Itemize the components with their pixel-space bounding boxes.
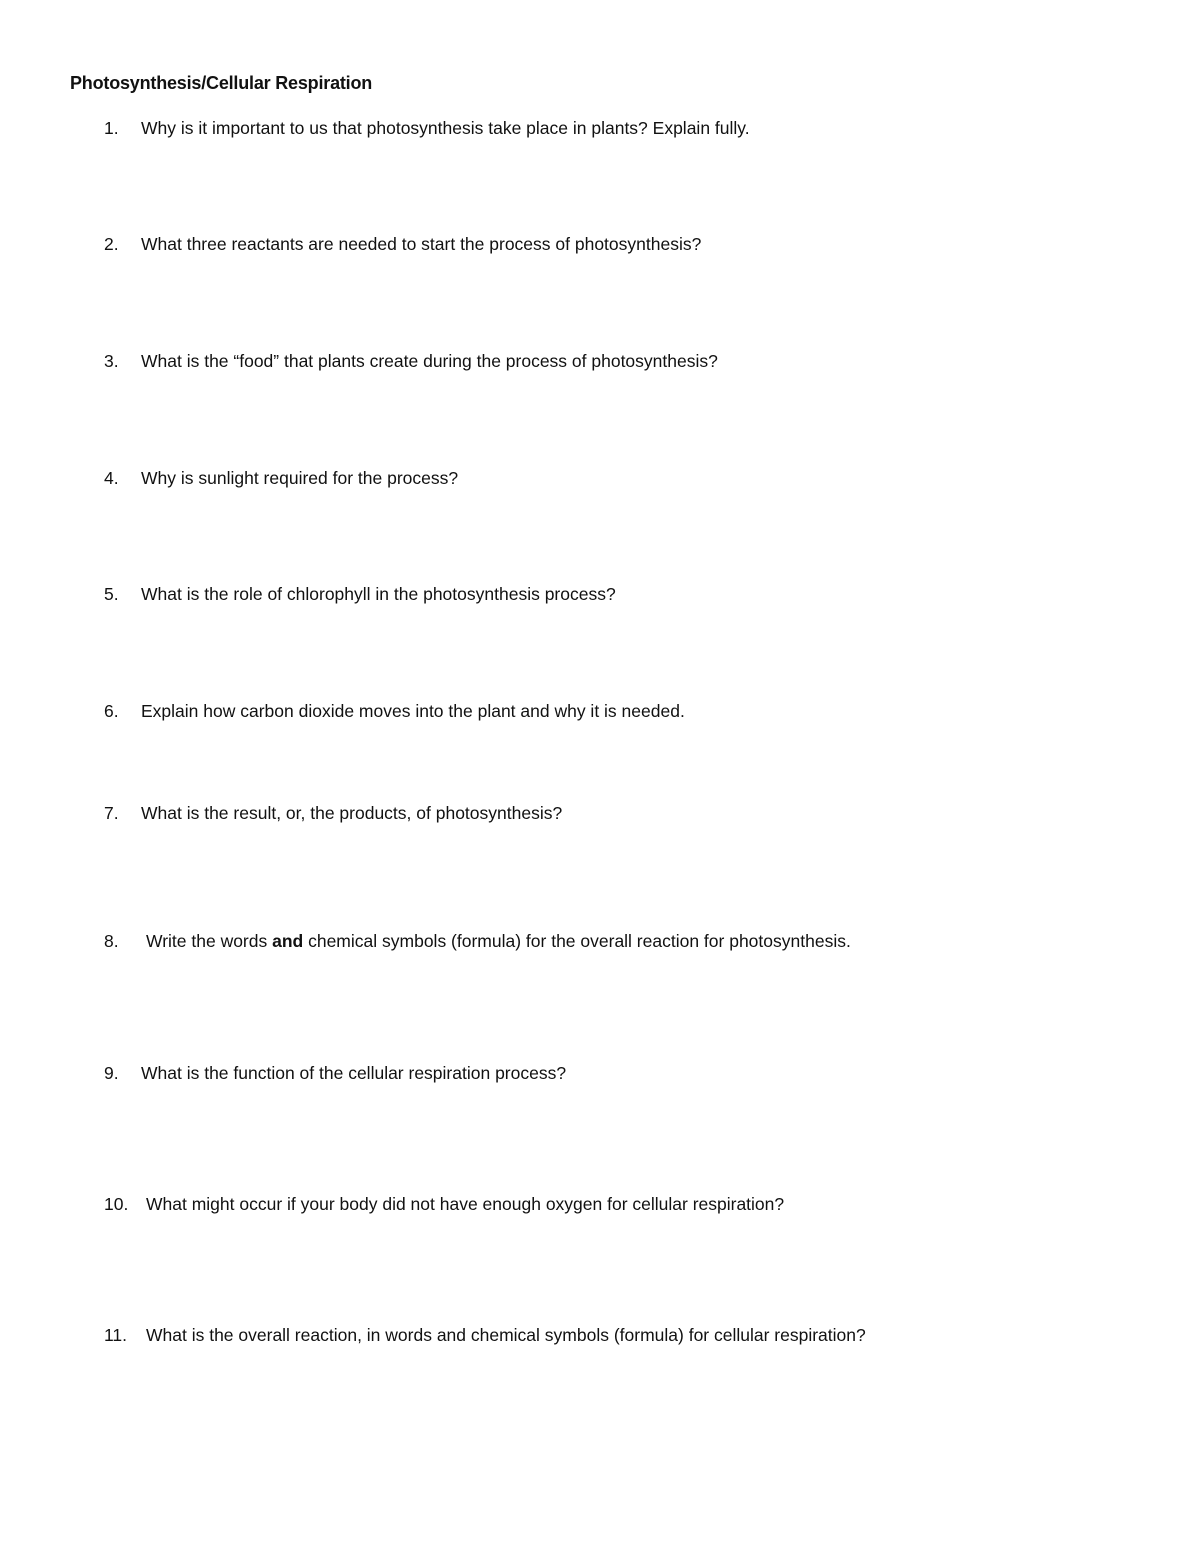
question-number: 11. <box>104 1325 128 1345</box>
question-2 <box>104 234 701 255</box>
question-number: 9. <box>104 1063 119 1083</box>
question-number: 1. <box>104 118 119 138</box>
question-number: 8. <box>104 931 119 951</box>
emphasis-and: and <box>272 931 304 951</box>
question-number: 5. <box>104 584 119 604</box>
question-text: What three reactants are needed to start the process of photosynthesis? <box>141 234 702 254</box>
question-8 <box>104 931 851 952</box>
question-number: 3. <box>104 351 119 371</box>
question-text: What is the “food” that plants create during the process of photosynthesis? <box>141 351 718 371</box>
question-number: 4. <box>104 468 119 488</box>
question-text-end: chemical symbols (formula) for the overall reaction for photosynthesis. <box>303 931 851 951</box>
question-text: What is the result, or, the products, of photosynthesis? <box>141 803 563 823</box>
question-text <box>146 931 851 952</box>
question-text: What is the overall reaction, in words and chemical symbols (formula) for cellular respiration? <box>146 1325 866 1345</box>
question-text-start: Write the words <box>146 931 273 951</box>
question-text: Explain how carbon dioxide moves into the plant and why it is needed. <box>141 701 685 721</box>
worksheet-title: Photosynthesis/Cellular Respiration <box>70 73 373 93</box>
question-text: What is the function of the cellular respiration process? <box>141 1063 567 1083</box>
question-10 <box>104 1194 784 1215</box>
question-3 <box>104 351 718 372</box>
question-number: 2. <box>104 234 119 254</box>
question-number: 10. <box>104 1194 129 1214</box>
question-5 <box>104 584 616 605</box>
question-text: What is the role of chlorophyll in the photosynthesis process? <box>141 584 616 604</box>
question-1 <box>104 118 750 139</box>
question-text: Why is sunlight required for the process? <box>141 468 459 488</box>
question-text: Why is it important to us that photosynthesis take place in plants? Explain fully. <box>141 118 750 138</box>
question-11 <box>104 1325 866 1346</box>
question-6 <box>104 701 685 722</box>
question-4 <box>104 468 458 489</box>
question-number: 7. <box>104 803 119 823</box>
question-number: 6. <box>104 701 119 721</box>
question-text: What might occur if your body did not have enough oxygen for cellular respiration? <box>146 1194 785 1214</box>
question-7 <box>104 803 562 824</box>
question-9 <box>104 1063 566 1084</box>
